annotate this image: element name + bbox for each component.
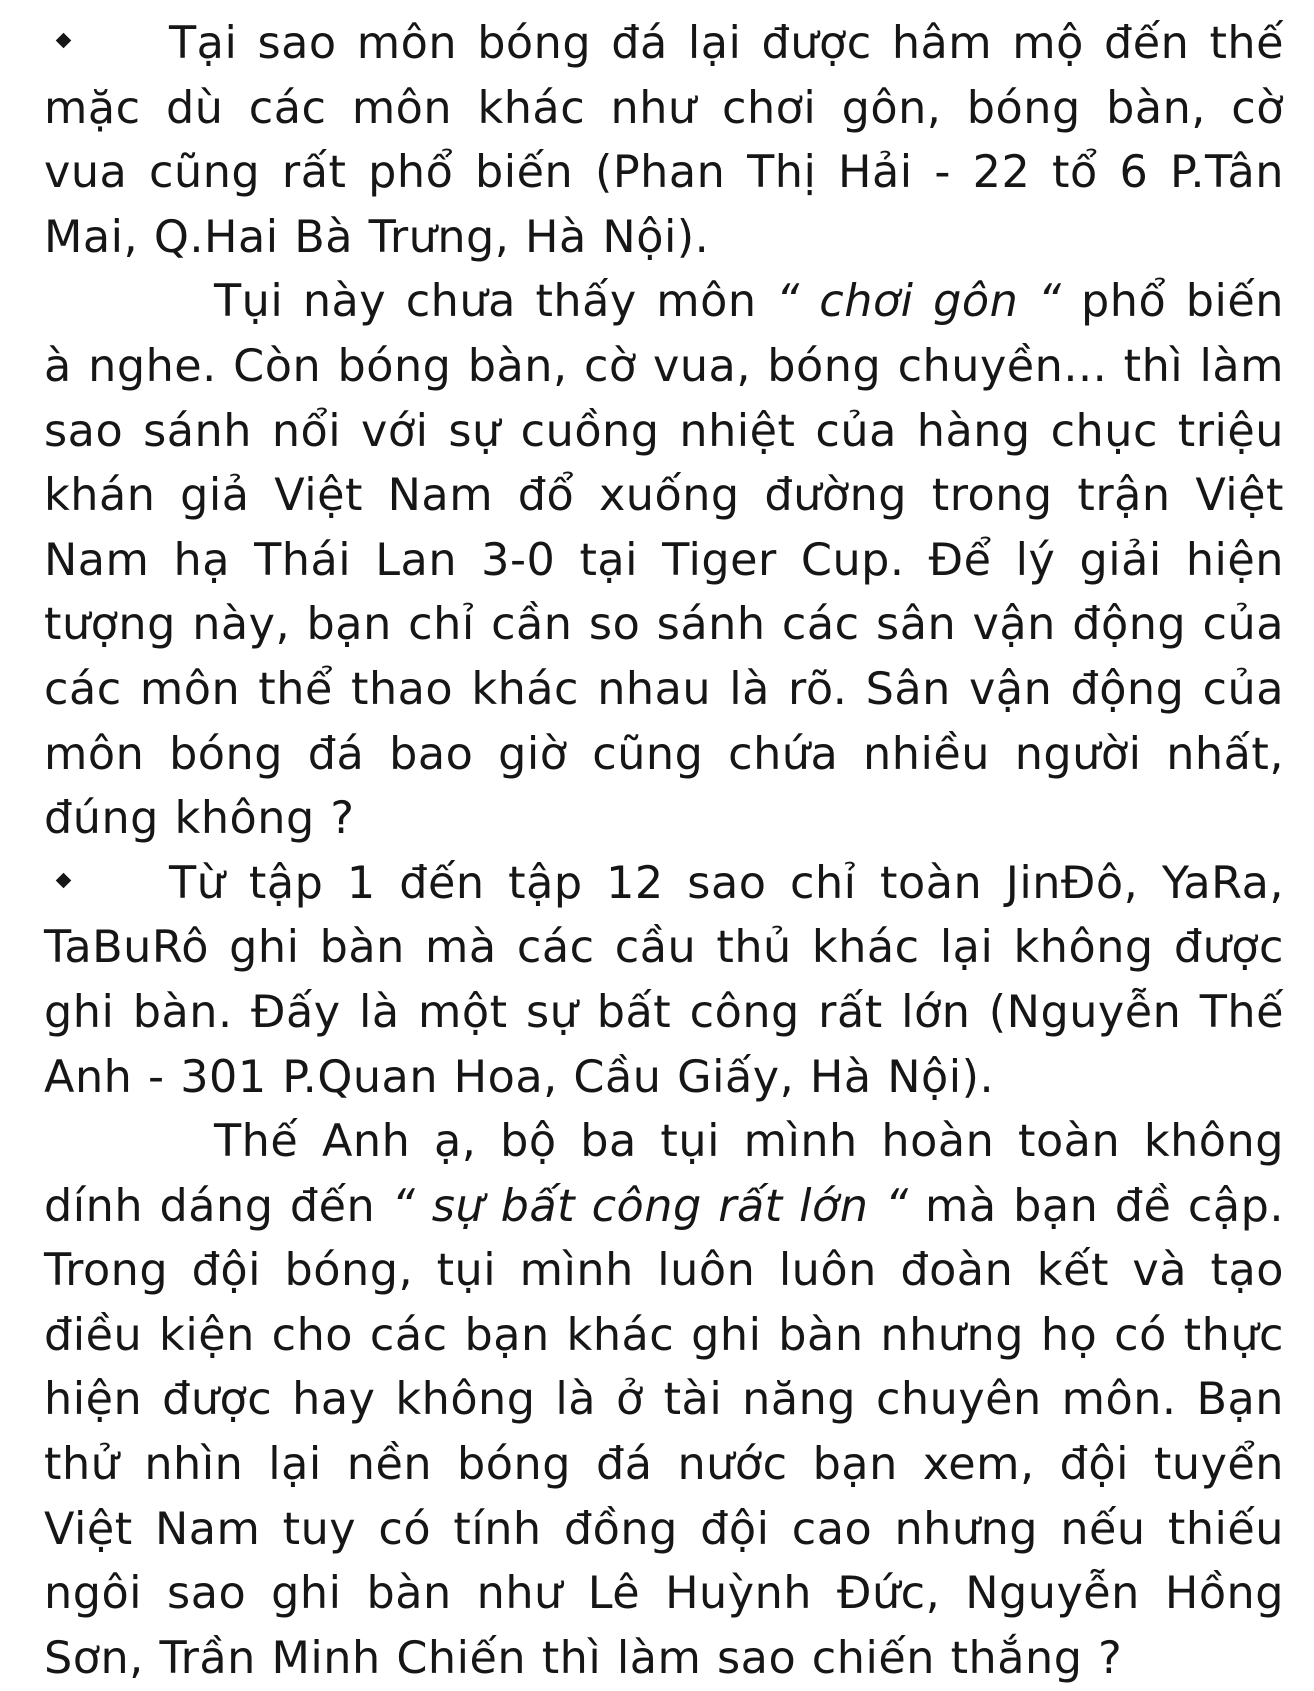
diamond-bullet-icon <box>56 872 72 888</box>
answer-quote: “ chơi gôn “ <box>776 276 1062 328</box>
question-text: Từ tập 1 đến tập 12 sao chỉ toàn JinĐô, YaRa, TaBuRô ghi bàn mà các cầu thủ khác lại không được ghi bàn. Đấy là một sự bất công rất lớn (Nguyễn Thế Anh - 301 P.Quan Hoa, Cầu Giấy, Hà Nội). <box>44 857 1284 1103</box>
answer-text-end: phổ biến à nghe. Còn bóng bàn, cờ vua, bóng chuyền... thì làm sao sánh nổi với sự cuồng nhiệt của hàng chục triệu khán giả Việt Nam đổ xuống đường trong trận Việt Nam hạ Thái Lan 3-0 tại Tiger Cup. Để lý giải hiện tượng này, bạn chỉ cần so sánh các sân vận động của các môn thể thao khác nhau là rõ. Sân vận động của môn bóng đá bao giờ cũng chứa nhiều người nhất, đúng không ? <box>44 276 1284 845</box>
answer-text-end: mà bạn đề cập. Trong đội bóng, tụi mình luôn luôn đoàn kết và tạo điều kiện cho các bạn khác ghi bàn nhưng họ có thực hiện được hay không là ở tài năng chuyên môn. Bạn thử nhìn lại nền bóng đá nước bạn xem, đội tuyển Việt Nam tuy có tính đồng đội cao nhưng nếu thiếu ngôi sao ghi bàn như Lê Huỳnh Đức, Nguyễn Hồng Sơn, Trần Minh Chiến thì làm sao chiến thắng ? <box>44 1180 1284 1684</box>
reader-question-1 <box>44 12 1284 270</box>
diamond-bullet-icon <box>56 33 72 49</box>
answer-paragraph-2 <box>44 1110 1284 1691</box>
reader-question-2 <box>44 852 1284 1110</box>
answer-text-start: Thế Anh ạ, bộ ba tụi mình hoàn toàn không dính dáng đến <box>44 1116 1284 1232</box>
answer-text-start: Tụi này chưa thấy môn <box>214 276 757 328</box>
answer-quote: “ sự bất công rất lớn “ <box>391 1180 909 1232</box>
document-page <box>44 12 1284 1691</box>
question-text: Tại sao môn bóng đá lại được hâm mộ đến thế mặc dù các môn khác như chơi gôn, bóng bàn, cờ vua cũng rất phổ biến (Phan Thị Hải - 22 tổ 6 P.Tân Mai, Q.Hai Bà Trưng, Hà Nội). <box>44 18 1284 263</box>
answer-paragraph-1 <box>44 270 1284 851</box>
